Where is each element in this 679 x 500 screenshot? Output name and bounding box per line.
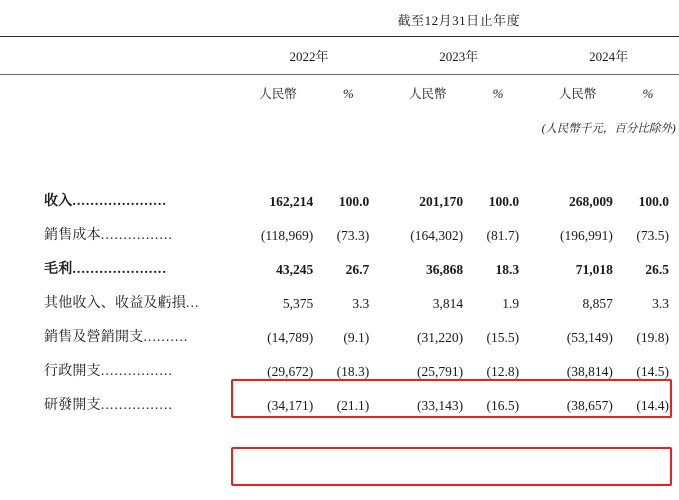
cell-revenue-2022-amount: 162,214: [269, 194, 314, 209]
row-label-cost-of-sales: 銷售成本................: [44, 228, 173, 243]
cell-rd-expenses-2022-amount: (34,171): [267, 398, 314, 413]
cell-rd-expenses-2023-amount: (33,143): [416, 398, 464, 413]
cell-other-income-2023-pct: 1.9: [502, 296, 520, 311]
cell-other-income-2022-amount: 5,375: [282, 296, 314, 311]
cell-rd-expenses-2024-pct: (14.4): [636, 398, 669, 413]
cell-admin-expenses-2022-amount: (29,672): [267, 364, 314, 379]
cell-gross-profit-2022-amount: 43,245: [276, 262, 314, 277]
table-row: [0, 176, 679, 210]
cell-selling-marketing-2023-amount: (31,220): [416, 330, 464, 345]
table-row: [0, 312, 679, 346]
cell-revenue-2022-pct: 100.0: [338, 194, 370, 209]
cell-admin-expenses-2023-pct: (12.8): [486, 364, 520, 379]
cell-revenue-2024-amount: 268,009: [569, 194, 613, 209]
cell-rd-expenses-2023-pct: (16.5): [486, 398, 520, 413]
cell-selling-marketing-2022-pct: (9.1): [343, 330, 370, 345]
row-label-admin-expenses: 行政開支................: [44, 364, 173, 379]
cell-rd-expenses-2024-amount: (38,657): [566, 398, 613, 413]
row-label-gross-profit: 毛利.....................: [44, 262, 167, 277]
row-label-other-income: 其他收入、收益及虧損...: [44, 296, 200, 311]
unit-note-row: [0, 110, 679, 142]
year-2023-label: 2023年: [439, 49, 479, 64]
currency-header-2023: 人民幣: [409, 87, 447, 101]
cell-admin-expenses-2024-pct: (14.5): [636, 364, 669, 379]
row-label-selling-marketing: 銷售及營銷開支..........: [44, 330, 189, 345]
cell-gross-profit-2022-pct: 26.7: [345, 262, 370, 277]
cell-cost-of-sales-2024-amount: (196,991): [560, 228, 613, 243]
cell-other-income-2023-amount: 3,814: [432, 296, 464, 311]
cell-cost-of-sales-2022-amount: (118,969): [260, 228, 314, 243]
currency-header-2022: 人民幣: [259, 87, 297, 101]
cell-revenue-2023-pct: 100.0: [488, 194, 520, 209]
year-2022-label: 2022年: [289, 49, 329, 64]
highlight-box-rd-expenses: [231, 447, 672, 486]
cell-gross-profit-2024-amount: 71,018: [575, 262, 613, 277]
table-row: [0, 244, 679, 278]
row-label-rd-expenses: 研發開支................: [44, 398, 173, 413]
year-2024-label: 2024年: [589, 49, 629, 64]
period-header-row: [0, 0, 679, 35]
cell-gross-profit-2024-pct: 26.5: [645, 262, 669, 277]
column-subheader-row: [0, 75, 679, 111]
percent-header-2022: %: [342, 86, 354, 101]
percent-header-2023: %: [492, 86, 504, 101]
cell-selling-marketing-2024-amount: (53,149): [566, 330, 613, 345]
cell-rd-expenses-2022-pct: (21.1): [336, 398, 370, 413]
cell-revenue-2024-pct: 100.0: [638, 194, 669, 209]
cell-cost-of-sales-2022-pct: (73.3): [336, 228, 370, 243]
cell-selling-marketing-2023-pct: (15.5): [486, 330, 520, 345]
cell-admin-expenses-2022-pct: (18.3): [336, 364, 370, 379]
cell-other-income-2022-pct: 3.3: [352, 296, 370, 311]
percent-header-2024: %: [642, 86, 654, 101]
cell-gross-profit-2023-pct: 18.3: [495, 262, 520, 277]
cell-cost-of-sales-2023-amount: (164,302): [410, 228, 464, 243]
table-row: [0, 278, 679, 312]
cell-other-income-2024-amount: 8,857: [582, 296, 613, 311]
row-label-revenue: 收入.....................: [44, 194, 167, 209]
cell-cost-of-sales-2023-pct: (81.7): [486, 228, 520, 243]
year-header-row: [0, 37, 679, 74]
period-header-label: 截至12月31日止年度: [397, 13, 521, 28]
table-row: [0, 210, 679, 244]
currency-header-2024: 人民幣: [558, 87, 597, 101]
cell-admin-expenses-2024-amount: (38,814): [566, 364, 613, 379]
cell-revenue-2023-amount: 201,170: [419, 194, 464, 209]
table-row: [0, 380, 679, 414]
cell-other-income-2024-pct: 3.3: [652, 296, 669, 311]
cell-selling-marketing-2024-pct: (19.8): [636, 330, 669, 345]
header-body-spacer: [0, 142, 679, 176]
table-row: [0, 346, 679, 380]
cell-admin-expenses-2023-amount: (25,791): [416, 364, 464, 379]
cell-cost-of-sales-2024-pct: (73.5): [636, 228, 669, 243]
cell-selling-marketing-2022-amount: (14,789): [267, 330, 314, 345]
unit-note-label: (人民幣千元，百分比除外): [541, 123, 676, 135]
cell-gross-profit-2023-amount: 36,868: [425, 262, 464, 277]
